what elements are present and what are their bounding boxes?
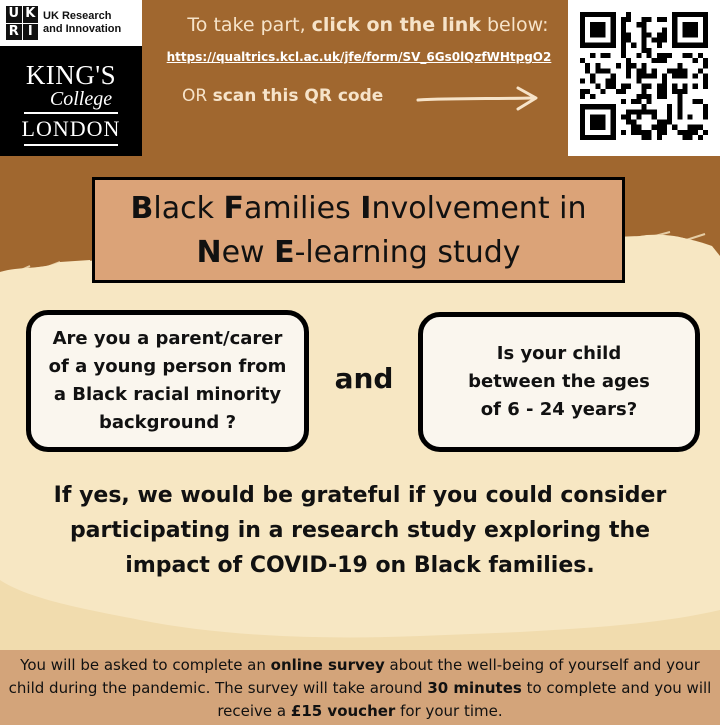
ukri-logo bbox=[0, 0, 142, 46]
question-child-age bbox=[418, 312, 700, 452]
footer-text: You will be asked to complete an bbox=[20, 656, 271, 674]
study-title bbox=[92, 177, 625, 283]
kings-logo-rule bbox=[24, 112, 118, 114]
take-part-emphasis: click on the link bbox=[311, 14, 481, 36]
question-parent-carer bbox=[26, 310, 309, 452]
and-connector: and bbox=[334, 362, 394, 395]
question2-line: between the ages bbox=[468, 371, 650, 392]
title-initial: N bbox=[196, 235, 222, 270]
right-arrow-icon bbox=[414, 84, 544, 114]
question1-line: of a young person from bbox=[48, 356, 287, 377]
title-word: ew bbox=[221, 235, 275, 270]
footer-emphasis: £15 voucher bbox=[290, 702, 396, 720]
ukri-mark bbox=[6, 6, 38, 40]
ukri-mark-letter: K bbox=[23, 6, 39, 23]
survey-link[interactable]: https://qualtrics.kcl.ac.uk/jfe/form/SV_6Gs0lQzfWHtpgO2 bbox=[166, 50, 552, 64]
take-part-prefix: To take part, bbox=[187, 14, 312, 36]
study-title-line2 bbox=[95, 231, 622, 275]
scan-emphasis: scan this QR code bbox=[212, 86, 384, 106]
if-yes-line: If yes, we would be grateful if you could consider bbox=[53, 483, 667, 508]
title-word: nvolvement in bbox=[371, 191, 587, 226]
kings-college-logo bbox=[0, 46, 142, 156]
kings-logo-line1: KING'S bbox=[25, 60, 117, 90]
title-initial: F bbox=[223, 191, 245, 226]
footer-text: to complete and you will receive a bbox=[217, 679, 712, 720]
title-word: -learning study bbox=[294, 235, 521, 270]
if-yes-line: impact of COVID-19 on Black families. bbox=[125, 553, 595, 578]
question2-line: of 6 - 24 years? bbox=[480, 399, 638, 420]
ukri-name bbox=[43, 10, 121, 36]
question1-line: a Black racial minority bbox=[53, 384, 282, 405]
ukri-name-line1: UK Research bbox=[43, 10, 112, 22]
footer-emphasis: 30 minutes bbox=[427, 679, 522, 697]
if-yes-line: participating in a research study exploring the bbox=[69, 518, 651, 543]
title-initial: I bbox=[360, 191, 372, 226]
take-part-suffix: below: bbox=[480, 14, 549, 36]
ukri-mark-letter: U bbox=[6, 6, 22, 23]
title-word: amilies bbox=[244, 191, 361, 226]
kings-logo-line3: LONDON bbox=[21, 116, 121, 141]
footer-text: for your time. bbox=[395, 702, 503, 720]
question2-line: Is your child bbox=[496, 343, 622, 364]
kings-logo-line2: College bbox=[49, 88, 113, 110]
if-yes-statement bbox=[20, 478, 700, 583]
take-part-text bbox=[178, 14, 558, 36]
footer-info bbox=[0, 650, 720, 725]
ukri-name-line2: and Innovation bbox=[43, 23, 122, 35]
question1-line: Are you a parent/carer bbox=[52, 328, 283, 349]
footer-text: about the well-being of yourself and your child during the pandemic. The survey will take around bbox=[8, 656, 700, 697]
title-word: lack bbox=[153, 191, 224, 226]
footer-emphasis: online survey bbox=[270, 656, 385, 674]
question1-line: background ? bbox=[98, 412, 237, 433]
kings-logo-rule bbox=[24, 144, 118, 146]
title-initial: E bbox=[274, 235, 295, 270]
qr-code[interactable] bbox=[568, 0, 720, 156]
scan-or: OR bbox=[182, 86, 213, 106]
scan-qr-text bbox=[182, 86, 383, 106]
study-title-line1 bbox=[95, 187, 622, 231]
ukri-mark-letter: R bbox=[6, 24, 22, 41]
qr-code-icon bbox=[580, 12, 708, 140]
ukri-mark-letter: I bbox=[23, 24, 39, 41]
title-initial: B bbox=[130, 191, 154, 226]
